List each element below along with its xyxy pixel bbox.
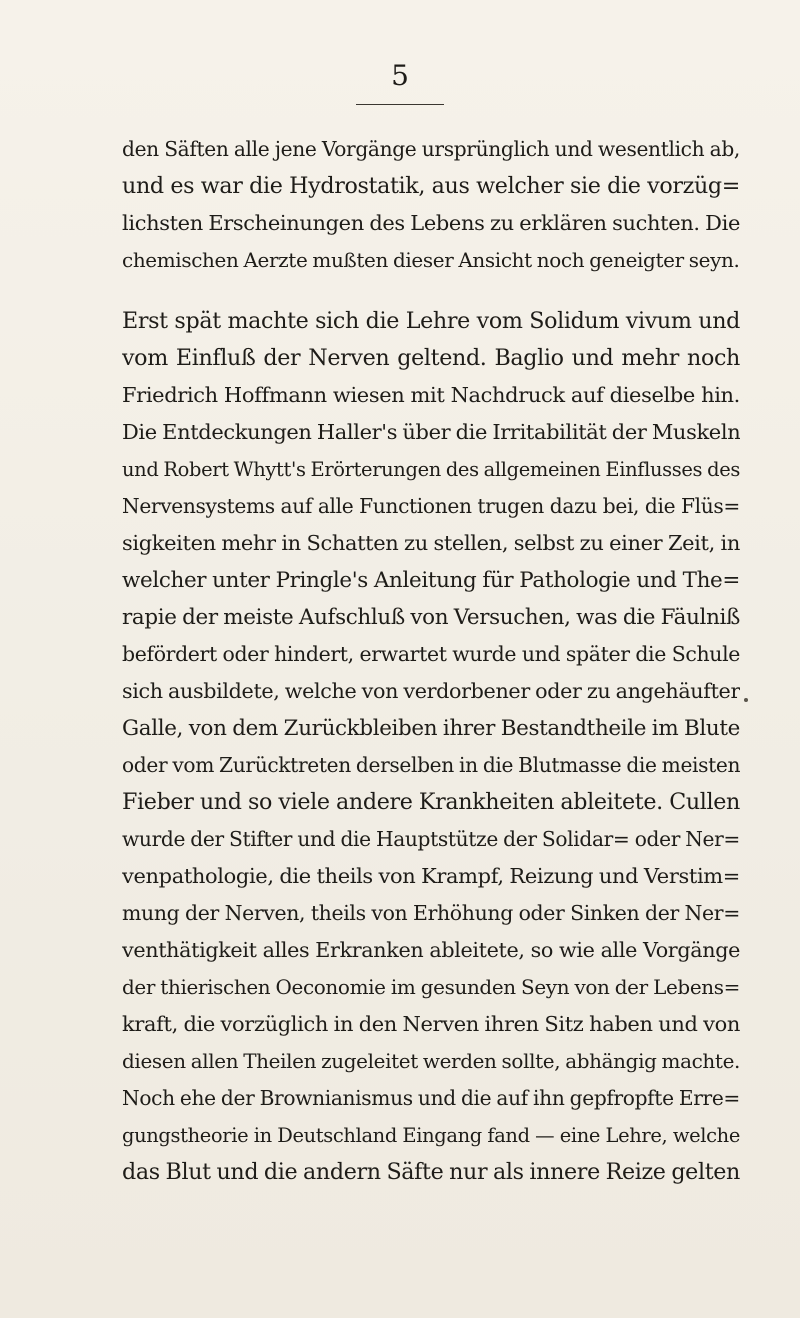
text-line: das Blut und die andern Säfte nur als innere Reize gelten xyxy=(122,1159,740,1185)
print-speck xyxy=(744,698,748,702)
text-line: sich ausbildete, welche von verdorbener oder zu angehäufter xyxy=(122,679,740,703)
text-line: Friedrich Hoffmann wiesen mit Nachdruck auf dieselbe hin. xyxy=(122,383,740,407)
text-line: Fieber und so viele andere Krankheiten ableitete. Cullen xyxy=(122,789,740,815)
text-line: kraft, die vorzüglich in den Nerven ihren Sitz haben und von xyxy=(122,1012,740,1036)
text-line: und es war die Hydrostatik, aus welcher sie die vorzüg= xyxy=(122,173,740,199)
text-line: welcher unter Pringle's Anleitung für Pathologie und The= xyxy=(122,568,740,593)
text-line: der thierischen Oeconomie im gesunden Seyn von der Lebens= xyxy=(122,975,740,999)
text-line: Noch ehe der Brownianismus und die auf ihn gepfropfte Erre= xyxy=(122,1086,740,1110)
text-line: Die Entdeckungen Haller's über die Irritabilität der Muskeln xyxy=(122,420,740,444)
text-line: gungstheorie in Deutschland Eingang fand — eine Lehre, welche xyxy=(122,1124,740,1147)
header-rule xyxy=(356,104,444,105)
text-line: wurde der Stifter und die Hauptstütze der Solidar= oder Ner= xyxy=(122,827,740,851)
page-number: 5 xyxy=(391,59,409,92)
text-line: lichsten Erscheinungen des Lebens zu erklären suchten. Die xyxy=(122,211,740,235)
text-line: befördert oder hindert, erwartet wurde und später die Schule xyxy=(122,642,740,666)
text-line: venthätigkeit alles Erkranken ableitete, so wie alle Vorgänge xyxy=(122,938,740,962)
text-line: sigkeiten mehr in Schatten zu stellen, selbst zu einer Zeit, in xyxy=(122,531,740,555)
text-line: diesen allen Theilen zugeleitet werden sollte, abhängig machte. xyxy=(122,1049,740,1073)
text-line: den Säften alle jene Vorgänge ursprünglich und wesentlich ab, xyxy=(122,137,740,161)
text-line: mung der Nerven, theils von Erhöhung oder Sinken der Ner= xyxy=(122,901,740,925)
text-line: Erst spät machte sich die Lehre vom Solidum vivum und xyxy=(122,308,740,334)
text-line: chemischen Aerzte mußten dieser Ansicht noch geneigter seyn. xyxy=(122,248,740,272)
text-line: und Robert Whytt's Erörterungen des allgemeinen Einflusses des xyxy=(122,458,740,481)
text-line: rapie der meiste Aufschluß von Versuchen, was die Fäulniß xyxy=(122,605,740,630)
paragraph-2 xyxy=(122,303,740,1191)
text-line: venpathologie, die theils von Krampf, Reizung und Verstim= xyxy=(122,864,740,888)
paragraph-1 xyxy=(122,131,740,279)
text-line: Galle, von dem Zurückbleiben ihrer Bestandtheile im Blute xyxy=(122,716,740,741)
text-line: Nervensystems auf alle Functionen trugen dazu bei, die Flüs= xyxy=(122,494,740,518)
text-line: vom Einfluß der Nerven geltend. Baglio und mehr noch xyxy=(122,345,740,371)
text-line: oder vom Zurücktreten derselben in die Blutmasse die meisten xyxy=(122,753,740,777)
